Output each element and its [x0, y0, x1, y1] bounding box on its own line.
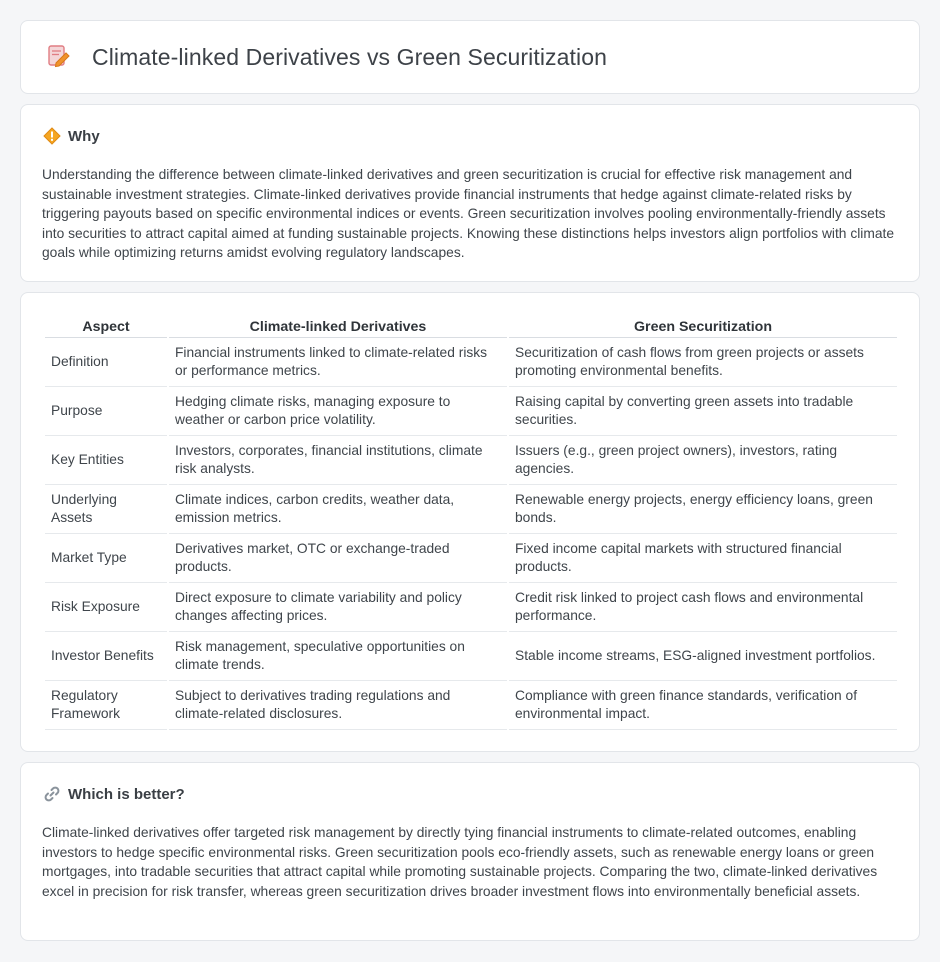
page-title: Climate-linked Derivatives vs Green Securitization	[92, 43, 608, 70]
climate-linked-cell: Climate indices, carbon credits, weather data, emission metrics.	[169, 485, 507, 534]
green-securitization-cell: Issuers (e.g., green project owners), investors, rating agencies.	[509, 436, 897, 485]
green-securitization-cell: Compliance with green finance standards, verification of environmental impact.	[509, 681, 897, 730]
document-pencil-icon	[46, 43, 72, 71]
aspect-cell: Purpose	[45, 387, 167, 436]
table-row	[45, 387, 897, 436]
table-row	[45, 436, 897, 485]
climate-linked-cell: Investors, corporates, financial institutions, climate risk analysts.	[169, 436, 507, 485]
which-is-better-section	[20, 762, 920, 941]
green-securitization-cell: Renewable energy projects, energy efficiency loans, green bonds.	[509, 485, 897, 534]
green-securitization-cell: Raising capital by converting green assets into tradable securities.	[509, 387, 897, 436]
climate-linked-cell: Direct exposure to climate variability and policy changes affecting prices.	[169, 583, 507, 632]
header-aspect: Aspect	[45, 315, 167, 338]
header-green-securitization: Green Securitization	[509, 315, 897, 338]
climate-linked-cell: Hedging climate risks, managing exposure to weather or carbon price volatility.	[169, 387, 507, 436]
link-icon	[43, 785, 61, 803]
which-is-better-title: Which is better?	[68, 785, 185, 803]
aspect-cell: Regulatory Framework	[45, 681, 167, 730]
green-securitization-cell: Credit risk linked to project cash flows and environmental performance.	[509, 583, 897, 632]
comparison-table-card	[20, 292, 920, 752]
header-card	[20, 20, 920, 94]
climate-linked-cell: Financial instruments linked to climate-related risks or performance metrics.	[169, 338, 507, 387]
green-securitization-cell: Stable income streams, ESG-aligned investment portfolios.	[509, 632, 897, 681]
header-climate-linked: Climate-linked Derivatives	[169, 315, 507, 338]
table-row	[45, 338, 897, 387]
aspect-cell: Risk Exposure	[45, 583, 167, 632]
green-securitization-cell: Fixed income capital markets with structured financial products.	[509, 534, 897, 583]
aspect-cell: Underlying Assets	[45, 485, 167, 534]
aspect-cell: Market Type	[45, 534, 167, 583]
green-securitization-cell: Securitization of cash flows from green projects or assets promoting environmental benefits.	[509, 338, 897, 387]
climate-linked-cell: Subject to derivatives trading regulations and climate-related disclosures.	[169, 681, 507, 730]
why-title: Why	[68, 127, 100, 145]
why-text: Understanding the difference between climate-linked derivatives and green securitization is crucial for effective risk management and sustainable investment strategies. Climate-linked derivatives provide financial instruments that hedge against climate-related risks by triggering payouts based on specific environmental indices or events. Green securitization involves pooling environmentally-friendly assets into securities to attract capital aimed at funding sustainable projects. Knowing these distinctions helps investors align portfolios with climate goals while optimizing returns amidst evolving regulatory landscapes.	[42, 167, 895, 261]
climate-linked-cell: Risk management, speculative opportunities on climate trends.	[169, 632, 507, 681]
table-row	[45, 681, 897, 730]
comparison-table	[43, 315, 899, 730]
table-row	[45, 534, 897, 583]
which-is-better-text: Climate-linked derivatives offer targeted risk management by directly tying financial instruments to climate-related outcomes, enabling investors to hedge specific environmental risks. Green securitization pools eco-friendly assets, such as renewable energy loans or green mortgages, into tradable securities that attract capital while promoting sustainable projects. Comparing the two, climate-linked derivatives excel in precision for risk transfer, whereas green securitization drives broader investment flows into environmentally beneficial assets.	[42, 825, 878, 899]
aspect-cell: Investor Benefits	[45, 632, 167, 681]
why-section	[20, 104, 920, 282]
aspect-cell: Definition	[45, 338, 167, 387]
table-row	[45, 632, 897, 681]
table-row	[45, 583, 897, 632]
climate-linked-cell: Derivatives market, OTC or exchange-traded products.	[169, 534, 507, 583]
table-header-row	[45, 315, 897, 338]
diamond-alert-icon	[43, 127, 61, 145]
aspect-cell: Key Entities	[45, 436, 167, 485]
table-row	[45, 485, 897, 534]
